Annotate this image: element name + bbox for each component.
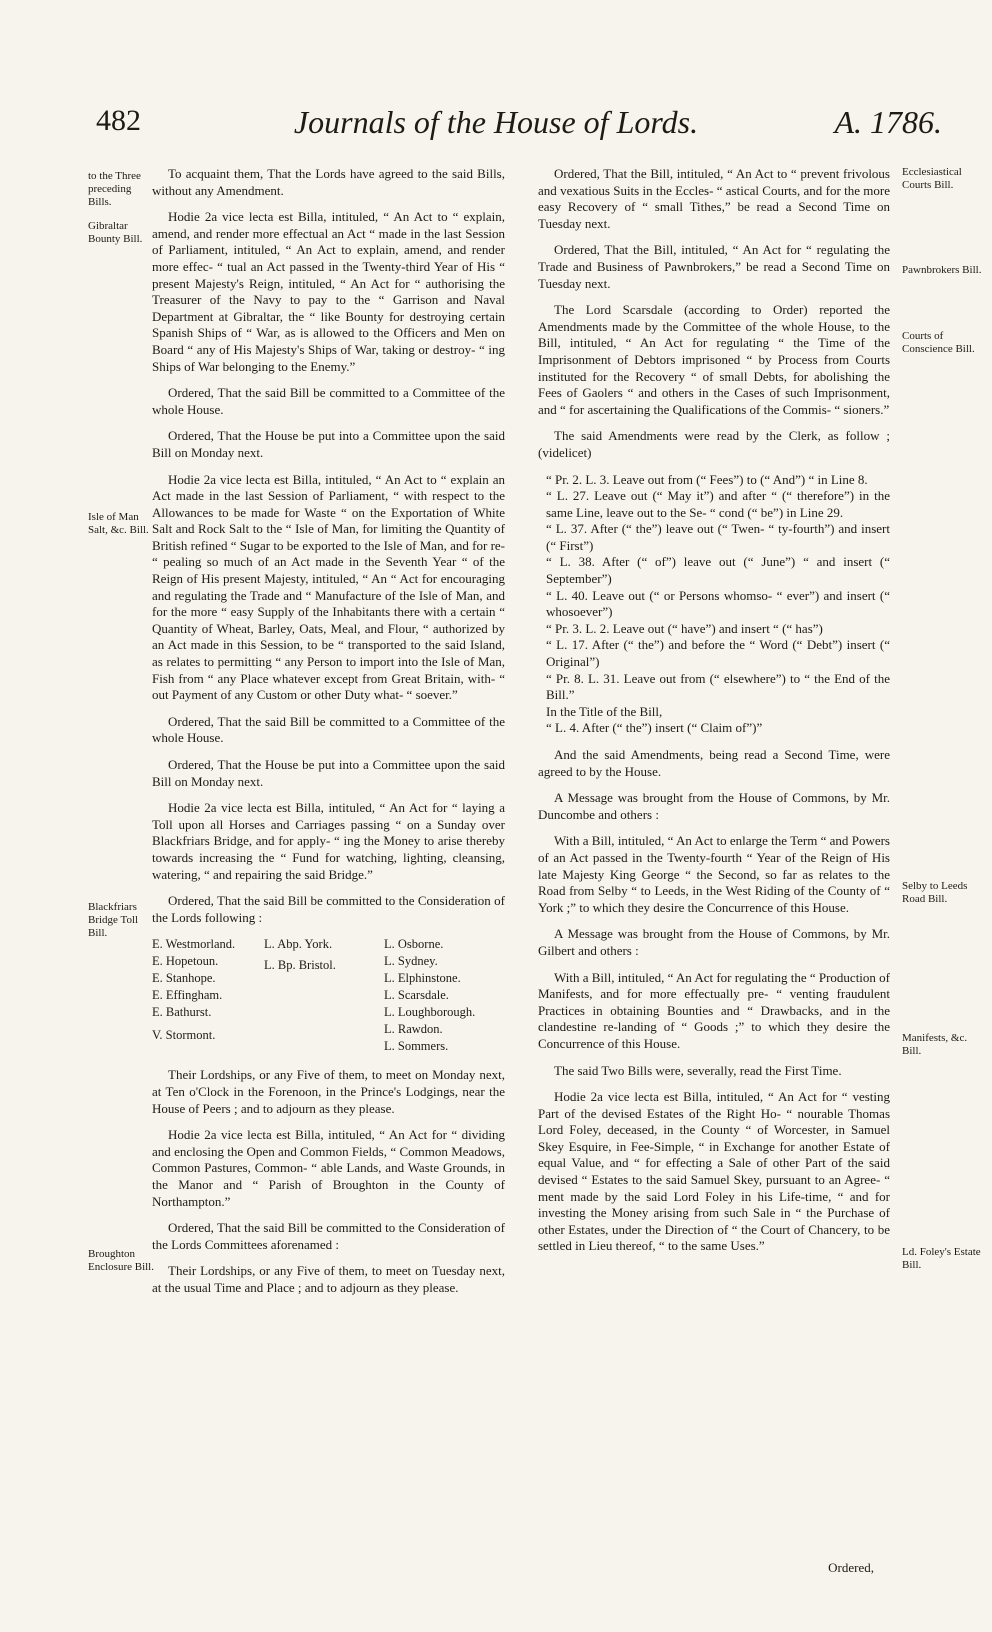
lord-name: L. Osborne. (384, 937, 444, 952)
amendment: “ Pr. 2. L. 3. Leave out from (“ Fees”) to (“ And”) “ in Line 8. (546, 471, 868, 487)
lord-name: L. Elphinstone. (384, 971, 461, 986)
lord-name: V. Stormont. (152, 1028, 216, 1043)
paragraph: Hodie 2a vice lecta est Billa, intituled, “ An Act for “ vesting Part of the devised Estates of the Right Ho- “ nourable Thomas Lord Foley, deceased, in the County “ of Worcester, in Samuel Skey Esquire, in Fee-Simple, “ in Exchange for another Estate of equal Value, and “ for effecting a Sale of other Part of the said devised “ Estates to the said Samuel Skey, pursuant to an Agree- “ ment made by the said Lord Foley in his Life-time, “ and for investing the Money arising from such Sale in “ the Purchase of other Estates, under the Direction of “ the Court of Chancery, to be settled in Lieu thereof, “ to the same Uses.” (538, 1089, 890, 1254)
paragraph: Ordered, That the said Bill be committed to a Committee of the whole House. (152, 713, 505, 746)
margin-note: Courts of Conscience Bill. (902, 330, 975, 355)
margin-note: Isle of Man Salt, &c. Bill. (88, 511, 149, 536)
margin-note: Pawnbrokers Bill. (902, 264, 982, 276)
paragraph: With a Bill, intituled, “ An Act for regulating the “ Production of Manifests, and for more effectually pre- “ venting fraudulent Practices in obtaining Bounties and “ Drawbacks, and in the clandestine re-landing of “ Goods ;” to which they desire the Concurrence of this House. (538, 969, 890, 1051)
margin-note: Ecclesiastical Courts Bill. (902, 166, 962, 191)
paragraph: Their Lordships, or any Five of them, to meet on Monday next, at Ten o'Clock in the Forenoon, in the Prince's Lodgings, near the House of Peers ; and to adjourn as they please. (152, 1067, 505, 1116)
amendment: “ L. 27. Leave out (“ May it”) and after “ (“ therefore”) in the same Line, leave out to the Se- “ cond (“ be”) in Line 29. (546, 488, 890, 520)
paragraph: Ordered, That the Bill, intituled, “ An Act for “ regulating the Trade and Business of Pawnbrokers,” be read a Second Time on Tuesday next. (538, 242, 890, 291)
paragraph: Ordered, That the House be put into a Committee upon the said Bill on Monday next. (152, 757, 505, 789)
paragraph: Ordered, That the said Bill be committed to the Consideration of the Lords following : (152, 893, 505, 925)
lord-name: L. Bp. Bristol. (264, 958, 336, 973)
page-title: Journals of the House of Lords. (293, 104, 699, 140)
lord-name: L. Abp. York. (264, 937, 333, 952)
paragraph: Ordered, That the Bill, intituled, “ An Act to “ prevent frivolous and vexatious Suits in the Eccles- “ astical Courts, and for the more easy Recovery of “ small Tithes,” be read a Second Time on Tuesday next. (538, 166, 890, 231)
paragraph: Hodie 2a vice lecta est Billa, intituled, “ An Act to “ explain an Act made in the last Session of Parliament, “ with respect to the Allowances to be made for Waste “ on the Exportation of White Salt and Rock Salt to the “ Isle of Man, for limiting the Quantity of British refined “ Sugar to be exported to the Isle of Man, and for re- “ pealing so much of an Act made in the Seventh Year “ of the Reign of His present Majesty, intituled, “ An “ Act for encouraging and regulating the Trade and “ Manufacture of the Isle of Man, and for the more “ easy Supply of the Inhabitants there with a certain “ Quantity of Wheat, Barley, Oats, Meal, and Flour, “ authorized by an Act made in this Session, to be “ transported to the said Island, as relates to permitting “ any Person to import into the Isle of Man, Fish from “ any Place whatever except from Great Britain, with- “ out Payment of any Custom or other Duty what- “ soever.” (152, 471, 505, 703)
lord-name: E. Bathurst. (152, 1005, 212, 1020)
amendment: “ L. 4. After (“ the”) insert (“ Claim of”)” (546, 720, 763, 736)
paragraph: Hodie 2a vice lecta est Billa, intituled, “ An Act for “ laying a Toll upon all Horses and Carriages passing “ on a Sunday over Blackfriars Bridge, and for apply- “ ing the Money to arise thereby towards increasing the “ Fund for watching, lighting, cleansing, watering, “ and repairing the said Bridge.” (152, 800, 505, 882)
paragraph: Hodie 2a vice lecta est Billa, intituled, “ An Act for “ dividing and enclosing the Open and Common Fields, “ Common Meadows, Common Pastures, Common- “ able Lands, and Waste Grounds, in the Manor and “ Parish of Broughton in the County of Northampton.” (152, 1127, 505, 1209)
paragraph: Ordered, That the House be put into a Committee upon the said Bill on Monday next. (152, 428, 505, 460)
amendment: “ L. 17. After (“ the”) and before the “ Word (“ Debt”) insert (“ Original”) (546, 637, 890, 670)
paragraph: The Lord Scarsdale (according to Order) reported the Amendments made by the Committee of the whole House, to the Bill, intituled, “ An Act for regulating “ the Time of the Imprisonment of Debtors imprisoned “ by Process from Courts instituted for the Recovery “ of small Debts, for abolishing the Fees of Gaolers “ and others in the Cases of such Imprisonment, and “ for ascertaining the Qualifications of the Commis- “ sioners.” (538, 302, 890, 417)
paragraph: Their Lordships, or any Five of them, to meet on Tuesday next, at the usual Time and Place ; and to adjourn as they please. (152, 1263, 505, 1295)
catchword: Ordered, (828, 1560, 874, 1575)
amendment: “ Pr. 8. L. 31. Leave out from (“ elsewhere”) to “ the End of the Bill.” (546, 670, 890, 703)
paragraph: With a Bill, intituled, “ An Act to enlarge the Term “ and Powers of an Act passed in the Twenty-fourth “ Year of the Reign of His late Majesty King George “ the Second, so far as relates to the Road from Selby “ to Leeds, in the West Riding of the County of “ York ;” to which they desire the Concurrence of this House. (538, 833, 890, 915)
lord-name: E. Effingham. (152, 988, 223, 1003)
paragraph: A Message was brought from the House of Commons, by Mr. Gilbert and others : (538, 926, 890, 958)
paragraph: A Message was brought from the House of Commons, by Mr. Duncombe and others : (538, 790, 890, 822)
margin-note: Gibraltar Bounty Bill. (88, 220, 143, 245)
margin-note: Broughton Enclosure Bill. (88, 1248, 154, 1273)
paragraph: Hodie 2a vice lecta est Billa, intituled, “ An Act to “ explain, amend, and render more effectual an Act “ made in the last Session of Parliament, intituled, “ An Act to explain, amend, and render more effec- “ tual an Act passed in the Twenty-third Year of His “ present Majesty's Reign, intituled, “ An Act for “ authorising the Treasurer of the Navy to pay to the “ Garrison and Naval Department at Gibraltar, the “ like Bounty for destroying certain Spanish Ships of “ War, as is allowed to the Officers and Men on Board “ any of His Majesty's Ships of War, taking or destroy- “ ing Ships of War belonging to the Enemy.” (152, 209, 505, 374)
amendment: In the Title of the Bill, (546, 703, 663, 719)
amendment: “ L. 37. After (“ the”) leave out (“ Twen- “ ty-fourth”) and insert (“ First”) (546, 521, 890, 553)
page-year: A. 1786. (834, 104, 942, 140)
margin-note: Selby to Leeds Road Bill. (902, 880, 968, 905)
amendment: “ L. 40. Leave out (“ or Persons whomso- “ ever”) and insert (“ whosoever”) (546, 587, 890, 620)
lord-name: L. Rawdon. (384, 1022, 443, 1037)
paragraph: The said Amendments were read by the Clerk, as follow ; (videlicet) (538, 428, 890, 460)
paragraph: And the said Amendments, being read a Second Time, were agreed to by the House. (538, 747, 890, 779)
lord-name: L. Sydney. (384, 954, 438, 969)
lords-list (152, 936, 505, 1055)
paragraph: The said Two Bills were, severally, read the First Time. (554, 1062, 842, 1078)
paragraph: Ordered, That the said Bill be committed to the Consideration of the Lords Committees aforenamed : (152, 1220, 505, 1252)
paragraph: Ordered, That the said Bill be committed to a Committee of the whole House. (152, 385, 505, 417)
amendment: “ L. 38. After (“ of”) leave out (“ June”) “ and insert (“ September”) (546, 554, 890, 587)
margin-note: to the Three preceding Bills. (88, 170, 141, 208)
lord-name: L. Scarsdale. (384, 988, 449, 1003)
paragraph: To acquaint them, That the Lords have agreed to the said Bills, without any Amendment. (152, 166, 505, 198)
right-column (538, 166, 890, 1265)
lord-name: E. Hopetoun. (152, 954, 219, 969)
margin-note: Manifests, &c. Bill. (902, 1032, 968, 1057)
margin-note: Ld. Foley's Estate Bill. (902, 1246, 981, 1271)
lord-name: L. Loughborough. (384, 1005, 476, 1020)
lord-name: E. Westmorland. (152, 937, 236, 952)
amendments-list (538, 472, 890, 738)
margin-note: Blackfriars Bridge Toll Bill. (88, 901, 139, 939)
left-column (152, 166, 505, 1306)
amendment: “ Pr. 3. L. 2. Leave out (“ have”) and insert “ (“ has”) (546, 620, 823, 636)
lord-name: E. Stanhope. (152, 971, 216, 986)
page-number: 482 (96, 104, 141, 137)
lord-name: L. Sommers. (384, 1039, 449, 1054)
